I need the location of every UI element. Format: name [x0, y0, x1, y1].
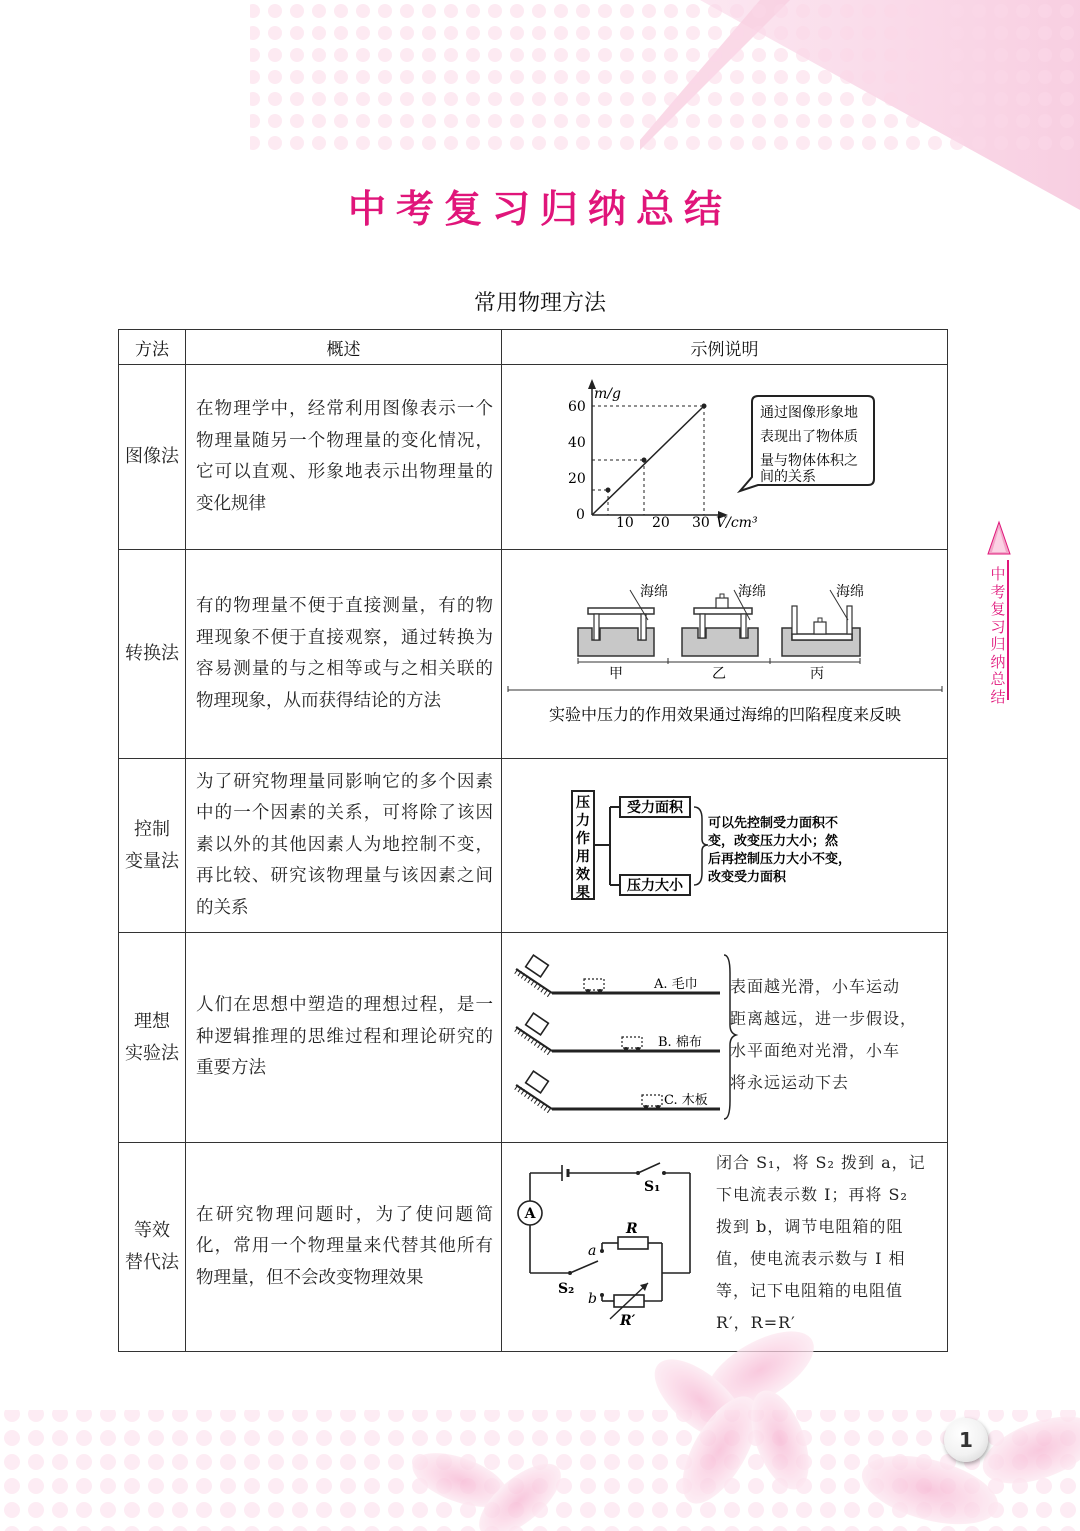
table-row: [119, 1143, 948, 1352]
panel-label: 丙: [810, 666, 824, 682]
y-tick-label: 0: [576, 507, 585, 523]
note-line: 可以先控制受力面积不: [708, 816, 839, 831]
example-cell: [502, 550, 948, 759]
note-line: R′，R=R′: [716, 1313, 796, 1332]
note-line: 下电流表示数 I；再将 S₂: [716, 1185, 908, 1204]
callout-line: 间的关系: [760, 469, 816, 485]
page-title: 中考复习归纳总结: [347, 187, 732, 231]
method-name-line: 实验法: [125, 1042, 179, 1064]
note-line: 拨到 b，调节电阻箱的阻: [716, 1217, 904, 1236]
x-tick-label: 10: [616, 515, 634, 531]
y-tick-label: 60: [568, 399, 586, 415]
overview-cell: 人们在思想中塑造的理想过程，是一种逻辑推理的思维过程和理论研究的重要方法: [186, 933, 502, 1143]
panel-label: 甲: [609, 666, 623, 682]
root-char: 压: [576, 795, 590, 811]
note-line: 闭合 S₁，将 S₂ 拨到 a，记: [716, 1153, 926, 1172]
table-row: [119, 365, 948, 550]
factor-label: 压力大小: [627, 878, 683, 894]
callout-line: 表现出了物体质: [760, 429, 858, 445]
ramp-a: [516, 955, 720, 995]
bottom-decoration: [0, 1330, 1080, 1531]
method-name-line: 替代法: [125, 1252, 179, 1273]
y-tick-label: 20: [568, 471, 586, 487]
note-line: 水平面绝对光滑，小车: [730, 1041, 901, 1060]
methods-table: [118, 329, 948, 1352]
method-cell: [119, 933, 186, 1143]
method-name-line: 控制: [134, 818, 170, 840]
table-header-row: [119, 330, 948, 365]
table-row: [119, 759, 948, 933]
example-caption: 实验中压力的作用效果通过海绵的凹陷程度来反映: [548, 705, 902, 724]
control-variable-diagram: [502, 759, 948, 928]
panel-jia: [578, 584, 668, 656]
r-prime-label: R′: [620, 1313, 636, 1329]
method-cell: [119, 550, 186, 759]
mass-volume-graph: [502, 365, 948, 545]
s1-label: S₁: [644, 1179, 661, 1195]
table-row: [119, 933, 948, 1143]
sponge-experiment-diagram: [502, 550, 948, 754]
contact-b-label: b: [588, 1291, 597, 1307]
x-axis-label: V/cm³: [716, 515, 758, 531]
method-cell: [119, 759, 186, 933]
root-char: 力: [576, 813, 590, 829]
panel-yi: [682, 584, 766, 656]
note-line: 值，使电流表示数与 I 相: [716, 1249, 906, 1268]
overview-cell: 为了研究物理量同影响它的多个因素中的一个因素的关系，可将除了该因素以外的其他因素人为地控制不变，再比较、研究该物理量与该因素之间的关系: [186, 759, 502, 933]
panel-bing: [782, 584, 864, 656]
example-cell: [502, 933, 948, 1143]
note-line: 变，改变压力大小；然: [708, 834, 839, 849]
note-text: [716, 1147, 926, 1339]
method-name-line: 等效: [134, 1220, 170, 1241]
table-title: 常用物理方法: [473, 291, 606, 316]
callout-line: 通过图像形象地: [760, 405, 858, 421]
header-method: 方法: [119, 330, 186, 365]
example-cell: [502, 365, 948, 550]
callout-line: 量与物体体积之: [760, 453, 858, 469]
note-line: 表面越光滑，小车运动: [730, 977, 901, 996]
ammeter-label: A: [524, 1206, 536, 1222]
side-tab-label: 中考复习归纳总结: [990, 565, 1006, 706]
factor-label: 受力面积: [627, 800, 683, 816]
contact-a-label: a: [588, 1243, 597, 1259]
note-line: 改变受力面积: [708, 870, 787, 885]
method-cell: [119, 365, 186, 550]
surface-label: B. 棉布: [658, 1035, 702, 1050]
surface-label: C. 木板: [664, 1093, 708, 1108]
note-line: 将永远运动下去: [730, 1073, 850, 1092]
header-example: 示例说明: [502, 330, 948, 365]
note-line: 距离越远，进一步假设，: [730, 1009, 918, 1028]
root-char: 用: [576, 849, 590, 865]
root-char: 作: [576, 831, 590, 847]
sponge-label: 海绵: [640, 584, 668, 600]
panel-label: 乙: [712, 666, 726, 682]
table-row: [119, 550, 948, 759]
sponge-label: 海绵: [738, 584, 766, 600]
example-cell: [502, 759, 948, 933]
root-char: 效: [576, 867, 590, 883]
s2-label: S₂: [558, 1281, 575, 1297]
ramp-b: [516, 1013, 720, 1053]
y-axis-label: m/g: [594, 386, 621, 402]
overview-cell: 在研究物理问题时，为了使问题简化，常用一个物理量来代替其他所有物理量，但不会改变物理效果: [186, 1143, 502, 1352]
sponge-label: 海绵: [836, 584, 864, 600]
overview-cell: 有的物理量不便于直接测量，有的物理现象不便于直接观察，通过转换为容易测量的与之相等或与之相关联的物理现象，从而获得结论的方法: [186, 550, 502, 759]
side-tab-triangle-icon: [986, 520, 1012, 556]
y-tick-label: 40: [568, 435, 586, 451]
example-cell: [502, 1143, 948, 1352]
note-line: 后再控制压力大小不变，: [708, 852, 852, 867]
x-tick-label: 20: [652, 515, 670, 531]
method-name: 图像法: [125, 446, 179, 467]
method-name: 转换法: [125, 643, 179, 664]
surface-label: A. 毛巾: [654, 977, 698, 992]
r-label: R: [626, 1221, 638, 1237]
header-overview: 概述: [186, 330, 502, 365]
root-char: 果: [576, 885, 590, 901]
method-cell: [119, 1143, 186, 1352]
page-number: 1: [944, 1418, 988, 1462]
method-name-line: 变量法: [125, 850, 179, 872]
ramp-c: [516, 1071, 720, 1111]
method-name-line: 理想: [134, 1010, 170, 1032]
overview-cell: 在物理学中，经常利用图像表示一个物理量随另一个物理量的变化情况，它可以直观、形象地表示出物理量的变化规律: [186, 365, 502, 550]
note-line: 等，记下电阻箱的电阻值: [716, 1281, 904, 1300]
note-text: [730, 971, 917, 1099]
x-tick-label: 30: [692, 515, 710, 531]
